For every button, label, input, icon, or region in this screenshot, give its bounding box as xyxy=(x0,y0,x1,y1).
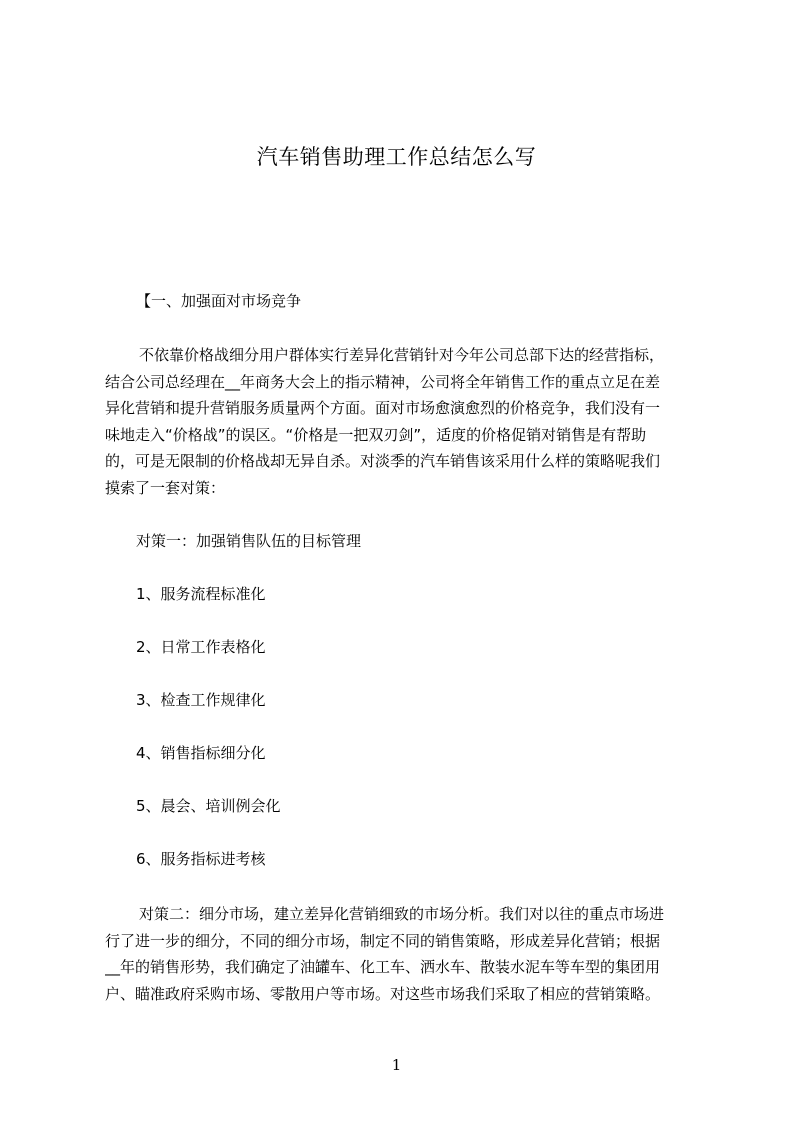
document-title: 汽车销售助理工作总结怎么写 xyxy=(256,145,537,169)
list-item: 5、晨会、培训例会化 xyxy=(136,797,281,815)
paragraph-line: 户、瞄准政府采购市场、零散用户等市场。对这些市场我们采取了相应的营销策略。 xyxy=(105,984,661,1003)
list-item: 3、检查工作规律化 xyxy=(136,691,266,709)
section-heading: 【一、加强面对市场竞争 xyxy=(136,292,302,310)
list-item: 6、服务指标进考核 xyxy=(136,850,266,868)
paragraph-line: 摸索了一套对策： xyxy=(105,478,226,497)
paragraph-line: 行了进一步的细分，不同的细分市场，制定不同的销售策略，形成差异化营销；根据 xyxy=(105,931,661,950)
paragraph-line: 味地走入“价格战”的误区。“价格是一把双刃剑”，适度的价格促销对销售是有帮助 xyxy=(105,425,647,444)
page-number: 1 xyxy=(391,1056,402,1074)
strategy-one-heading: 对策一：加强销售队伍的目标管理 xyxy=(136,532,362,550)
paragraph-line: 结合公司总经理在__年商务大会上的指示精神，公司将全年销售工作的重点立足在差 xyxy=(105,372,661,391)
paragraph-line: __年的销售形势，我们确定了油罐车、化工车、洒水车、散装水泥车等车型的集团用 xyxy=(105,958,661,976)
paragraph-market-competition xyxy=(105,342,699,501)
paragraph-line: 对策二：细分市场，建立差异化营销细致的市场分析。我们对以往的重点市场进 xyxy=(139,905,665,923)
list-item: 1、服务流程标准化 xyxy=(136,585,266,603)
list-item: 2、日常工作表格化 xyxy=(136,638,266,656)
paragraph-line: 的，可是无限制的价格战却无异自杀。对淡季的汽车销售该采用什么样的策略呢我们 xyxy=(105,452,661,470)
paragraph-line: 异化营销和提升营销服务质量两个方面。面对市场愈演愈烈的价格竞争，我们没有一 xyxy=(105,399,661,417)
paragraph-line: 不依靠价格战细分用户群体实行差异化营销针对今年公司总部下达的经营指标， xyxy=(139,346,665,364)
paragraph-strategy-two xyxy=(105,901,699,1007)
list-item: 4、销售指标细分化 xyxy=(136,744,266,762)
